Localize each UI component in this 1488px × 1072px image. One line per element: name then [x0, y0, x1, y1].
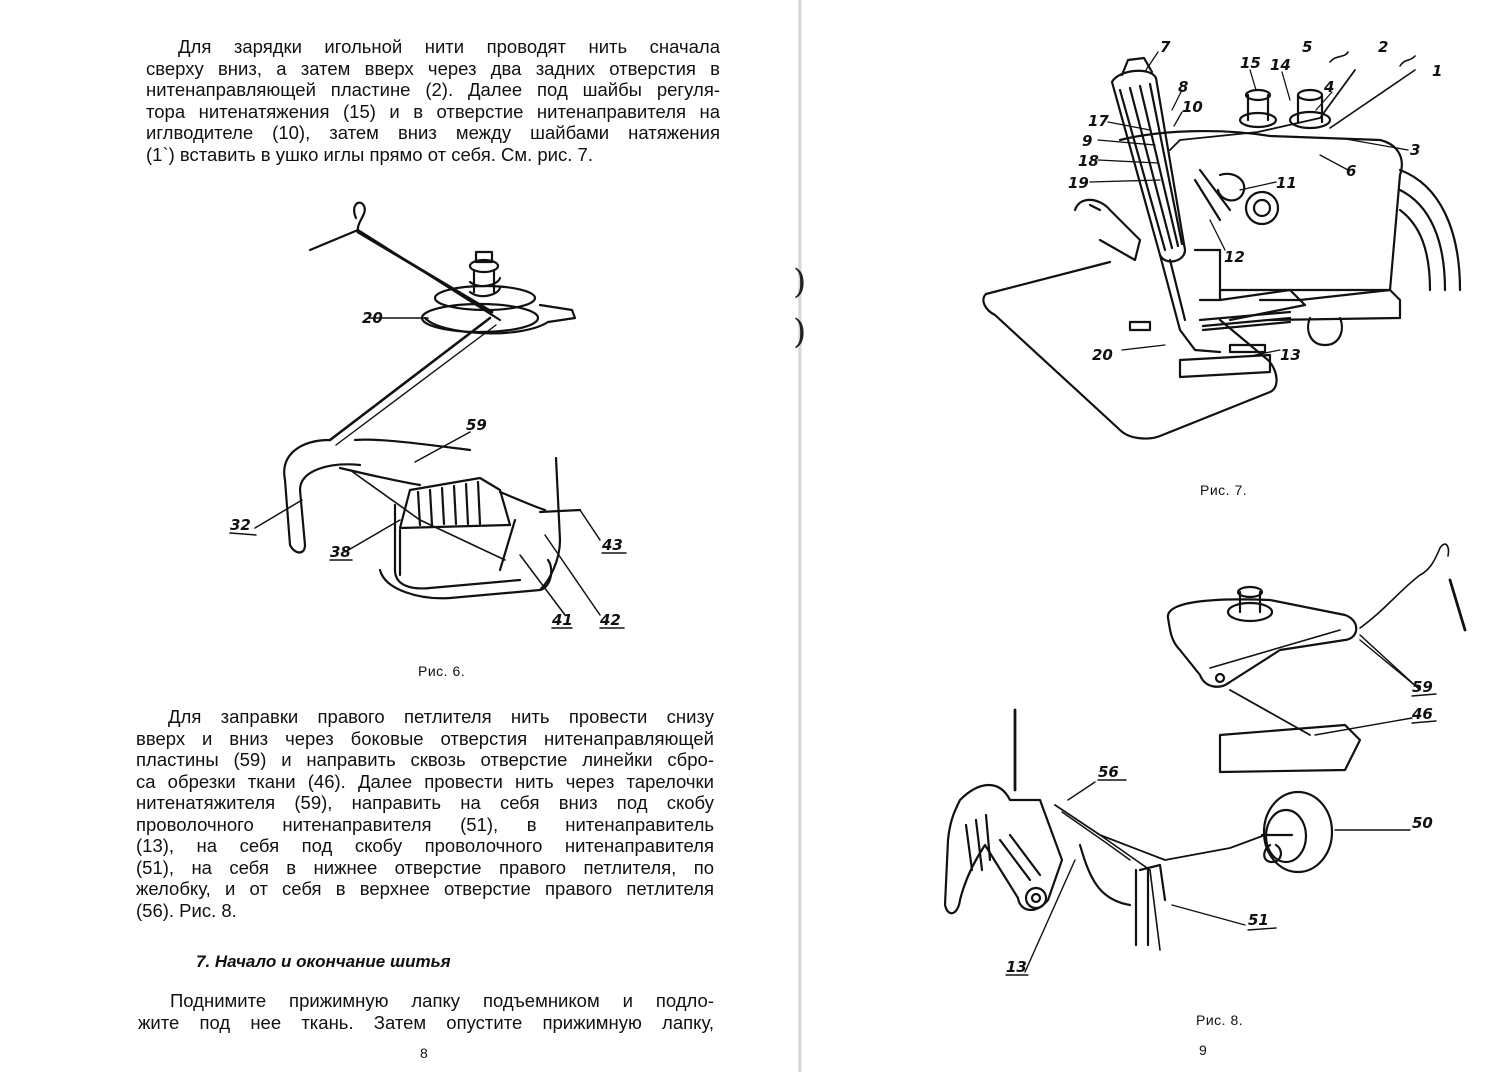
page-number: 8	[420, 1045, 428, 1061]
figure-6-illustration	[0, 0, 800, 680]
text-line: тора нитенатяжения (15) и в отверстие нитенаправителя на	[146, 100, 720, 122]
fig7-label: 14	[1270, 56, 1291, 74]
figure-8-caption: Рис. 8.	[1196, 1012, 1244, 1028]
text-line: (13), на себя под скобу проволочного нитенаправителя	[136, 835, 714, 856]
fig8-label: 46	[1412, 705, 1433, 723]
section-heading: 7. Начало и окончание шитья	[196, 952, 451, 971]
fig6-label: 41	[552, 611, 573, 629]
figure-7-caption: Рис. 7.	[1200, 482, 1248, 498]
text-line: пластины (59) и направить сквозь отверстие линейки сбро-	[136, 749, 714, 770]
fig7-label: 20	[1092, 346, 1113, 364]
figure-6-caption: Рис. 6.	[418, 663, 466, 679]
text-line: иглводителе (10), затем вниз между шайбами натяжения	[146, 122, 720, 143]
text-line: Для зарядки игольной нити проводят нить сначала	[178, 36, 720, 57]
fig8-label: 59	[1412, 678, 1433, 696]
fig7-label: 5	[1302, 38, 1313, 56]
fig6-label: 59	[466, 416, 487, 434]
right-page	[800, 0, 1488, 1072]
text-line: сверху вниз, а затем вверх через два задних отверстия в	[146, 57, 720, 79]
fig7-label: 12	[1224, 248, 1245, 266]
fig7-label: 15	[1240, 54, 1261, 72]
text-line: желобку, и от себя в верхнее отверстие правого петлителя	[136, 878, 714, 899]
fig8-label: 56	[1098, 763, 1119, 781]
fig7-label: 8	[1178, 78, 1189, 96]
figure-8-illustration	[800, 0, 1488, 1010]
text-line: Поднимите прижимную лапку подъемником и подло-	[170, 990, 714, 1011]
fig7-label: 17	[1088, 112, 1109, 130]
text-line: нитенатяжителя (59), направить на себя вниз под скобу	[136, 792, 714, 813]
fig7-label: 3	[1410, 141, 1421, 159]
page-number: 9	[1199, 1042, 1207, 1058]
fig7-label: 2	[1378, 38, 1389, 56]
fig8-label: 13	[1006, 958, 1027, 976]
fig6-label: 42	[600, 611, 621, 629]
fig6-label: 20	[362, 309, 383, 327]
fig8-label: 51	[1248, 911, 1269, 929]
text-line: проволочного нитенаправителя (51), в нитенаправитель	[136, 813, 714, 835]
spine-mark: )	[793, 262, 807, 302]
text-line: нитенаправляющей пластине (2). Далее под шайбы регуля-	[146, 79, 720, 100]
text-line: са обрезки ткани (46). Далее провести нить через тарелочки	[136, 770, 714, 792]
paragraph-looper-threading	[136, 706, 714, 921]
text-line: (51), на себя в нижнее отверстие правого петлителя, по	[136, 856, 714, 878]
fig6-label: 38	[330, 543, 351, 561]
text-line: (1`) вставить в ушко иглы прямо от себя. См. рис. 7.	[146, 143, 593, 165]
fig7-label: 7	[1160, 38, 1171, 56]
fig7-label: 10	[1182, 98, 1203, 116]
paragraph-start-sewing	[138, 990, 714, 1033]
text-line: (56). Рис. 8.	[136, 899, 237, 921]
fig7-label: 9	[1082, 132, 1093, 150]
fig7-label: 19	[1068, 174, 1089, 192]
spine-mark: )	[793, 312, 807, 352]
fig8-label: 50	[1412, 814, 1433, 832]
text-line: Для заправки правого петлителя нить провести снизу	[168, 706, 714, 727]
fig6-label: 32	[230, 516, 251, 534]
text-line: вверх и вниз через боковые отверстия нитенаправляющей	[136, 727, 714, 749]
fig7-label: 18	[1078, 152, 1099, 170]
text-line: жите под нее ткань. Затем опустите прижимную лапку,	[138, 1011, 714, 1033]
fig6-label: 43	[602, 536, 623, 554]
fig7-label: 11	[1276, 174, 1297, 192]
fig7-label: 13	[1280, 346, 1301, 364]
fig7-label: 4	[1324, 78, 1335, 96]
fig7-label: 1	[1432, 62, 1443, 80]
fig7-label: 6	[1346, 162, 1357, 180]
